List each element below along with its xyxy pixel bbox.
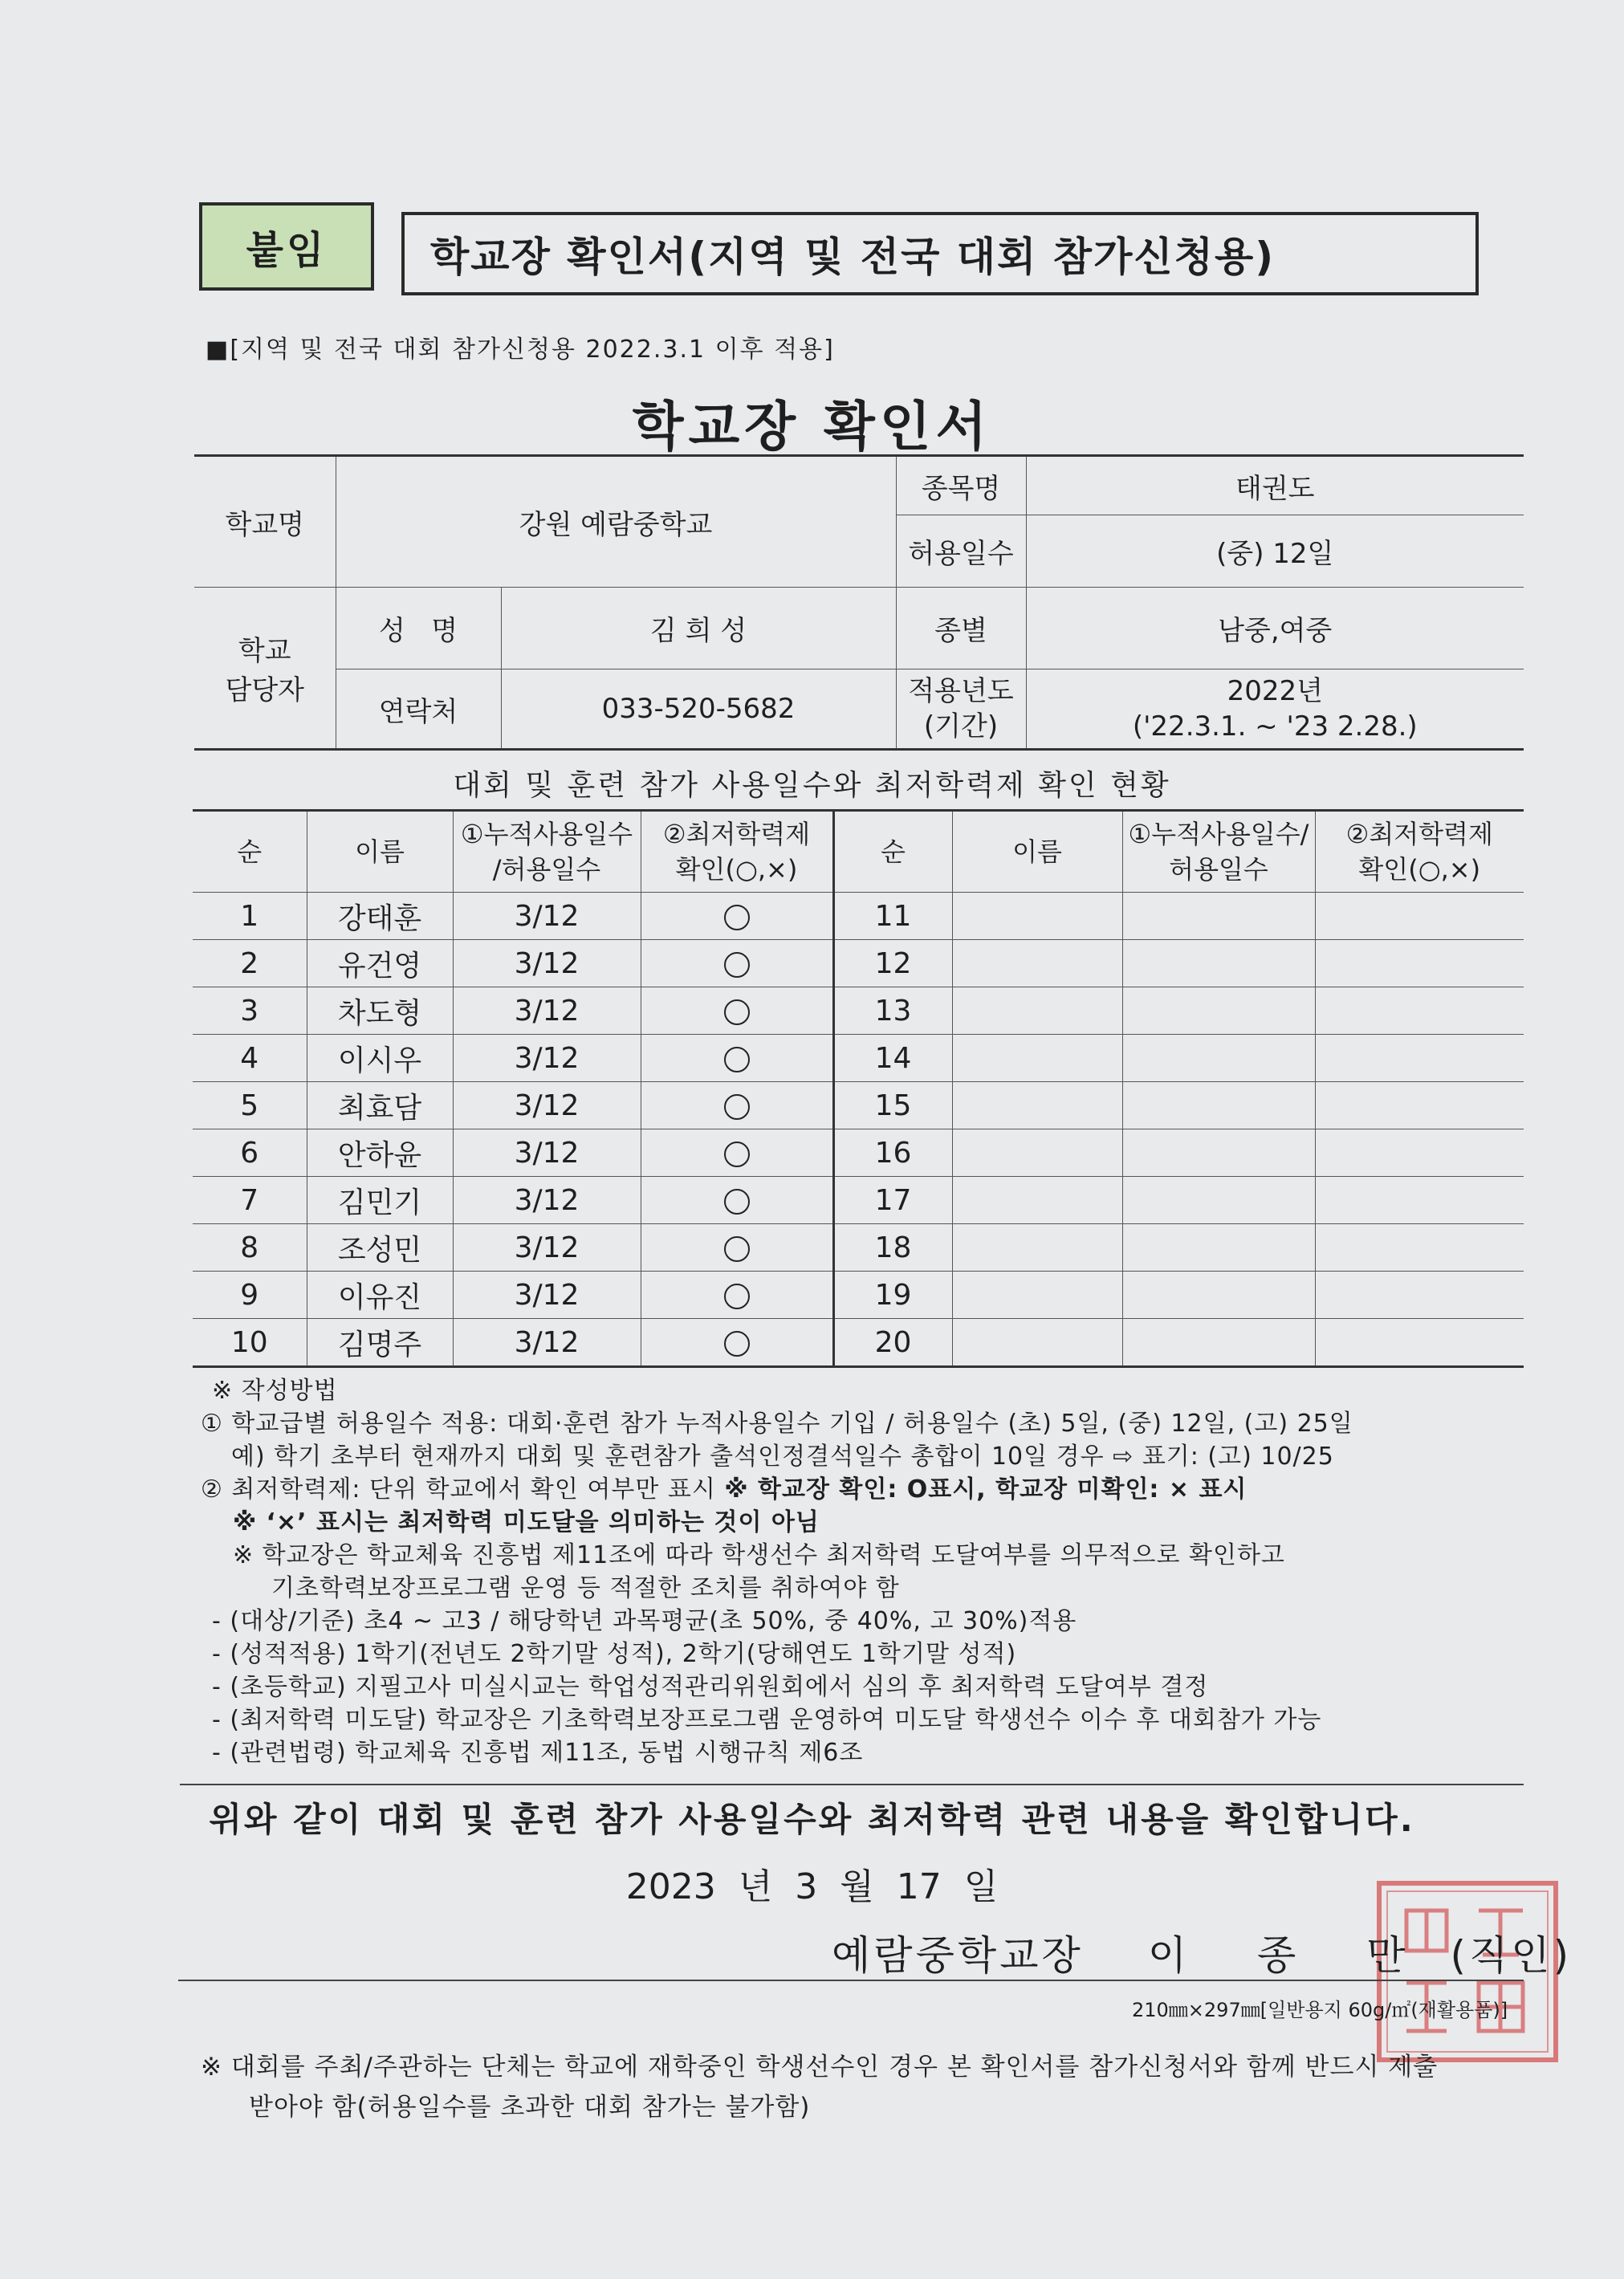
row-days-right xyxy=(1122,987,1315,1035)
check-circle-icon xyxy=(724,1047,750,1072)
row-name: 김명주 xyxy=(307,1319,453,1367)
row-days: 3/12 xyxy=(453,987,641,1035)
writing-instructions xyxy=(201,1374,1525,1769)
row-days-right xyxy=(1122,1082,1315,1129)
row-check-right xyxy=(1315,1082,1524,1129)
row-name-right xyxy=(952,1035,1122,1082)
period-label: 적용년도 (기간) xyxy=(896,669,1026,750)
row-no: 8 xyxy=(193,1224,307,1272)
participants-table xyxy=(193,809,1524,1368)
divider-bottom xyxy=(178,1980,1524,1981)
check-circle-icon xyxy=(724,1189,750,1215)
check-circle-icon xyxy=(724,1331,750,1357)
name-value: 김 희 성 xyxy=(501,588,896,669)
phone-label: 연락처 xyxy=(336,669,501,750)
period-value: 2022년 ('22.3.1. ~ '23 2.28.) xyxy=(1026,669,1524,750)
principal-title: 예람중학교장 xyxy=(832,1932,1084,1979)
table-row xyxy=(193,940,1524,987)
check-circle-icon xyxy=(724,952,750,978)
table-row xyxy=(193,1035,1524,1082)
name-label: 성 명 xyxy=(336,588,501,669)
row-no: 9 xyxy=(193,1272,307,1319)
school-label: 학교명 xyxy=(194,456,336,588)
row-name: 이유진 xyxy=(307,1272,453,1319)
row-name-right xyxy=(952,940,1122,987)
annex-label: 붙임 xyxy=(199,202,374,291)
row-days-right xyxy=(1122,1272,1315,1319)
row-days: 3/12 xyxy=(453,1129,641,1177)
row-days-right xyxy=(1122,1129,1315,1177)
table-row xyxy=(193,1129,1524,1177)
allowed-days-label: 허용일수 xyxy=(896,515,1026,588)
status-title: 대회 및 훈련 참가 사용일수와 최저학력제 확인 현황 xyxy=(453,769,1171,802)
row-days-right xyxy=(1122,1319,1315,1367)
table-row xyxy=(193,1319,1524,1367)
row-days: 3/12 xyxy=(453,1177,641,1224)
row-check-right xyxy=(1315,1129,1524,1177)
table-row xyxy=(193,987,1524,1035)
row-days-right xyxy=(1122,1035,1315,1082)
row-no: 6 xyxy=(193,1129,307,1177)
note-2: 예) 학기 초부터 현재까지 대회 및 훈련참가 출석인정결석일수 총합이 10일 경우 ⇨ 표기: (고) 10/25 xyxy=(231,1443,1334,1471)
table-row xyxy=(193,1082,1524,1129)
row-name-right xyxy=(952,1272,1122,1319)
category-label: 종별 xyxy=(896,588,1026,669)
row-no-right: 16 xyxy=(833,1129,952,1177)
note-10: - (최저학력 미도달) 학교장은 기초학력보장프로그램 운영하여 미도달 학생선수 이수 후 대회참가 가능 xyxy=(212,1706,1322,1734)
row-no-right: 19 xyxy=(833,1272,952,1319)
row-days: 3/12 xyxy=(453,1319,641,1367)
check-circle-icon xyxy=(724,905,750,930)
header-name: 이름 xyxy=(307,811,453,893)
header-no-right: 순 xyxy=(833,811,952,893)
school-value: 강원 예람중학교 xyxy=(336,456,896,588)
row-check xyxy=(641,1177,833,1224)
note-8: - (성적적용) 1학기(전년도 2학기말 성적), 2학기(당해연도 1학기말 성적) xyxy=(212,1640,1017,1668)
row-name-right xyxy=(952,1129,1122,1177)
header-min-academic-right: ②최저학력제 확인(○,×) xyxy=(1315,811,1524,893)
note-5: ※ 학교장은 학교체육 진흥법 제11조에 따라 학생선수 최저학력 도달여부를 의무적으로 확인하고 xyxy=(233,1541,1285,1569)
note-7: - (대상/기준) 초4 ~ 고3 / 해당학년 과목평균(초 50%, 중 40%, 고 30%)적용 xyxy=(212,1607,1077,1635)
row-check xyxy=(641,987,833,1035)
row-no-right: 13 xyxy=(833,987,952,1035)
category-value: 남중,여중 xyxy=(1026,588,1524,669)
row-check-right xyxy=(1315,1177,1524,1224)
row-check xyxy=(641,1082,833,1129)
table-row xyxy=(193,1272,1524,1319)
header-min-academic: ②최저학력제 확인(○,×) xyxy=(641,811,833,893)
row-no: 3 xyxy=(193,987,307,1035)
row-name: 최효담 xyxy=(307,1082,453,1129)
row-days: 3/12 xyxy=(453,1035,641,1082)
note-1: ① 학교급별 허용일수 적용: 대회·훈련 참가 누적사용일수 기입 / 허용일수 (초) 5일, (중) 12일, (고) 25일 xyxy=(201,1410,1353,1438)
note-11: - (관련법령) 학교체육 진흥법 제11조, 동법 시행규칙 제6조 xyxy=(212,1739,864,1767)
row-days-right xyxy=(1122,940,1315,987)
row-check xyxy=(641,893,833,940)
check-circle-icon xyxy=(724,1284,750,1309)
row-name-right xyxy=(952,987,1122,1035)
header-name-right: 이름 xyxy=(952,811,1122,893)
row-no: 10 xyxy=(193,1319,307,1367)
check-circle-icon xyxy=(724,1236,750,1262)
notes-heading: ※ 작성방법 xyxy=(212,1377,338,1405)
row-days-right xyxy=(1122,893,1315,940)
note-6: 기초학력보장프로그램 운영 등 적절한 조치를 취하여야 함 xyxy=(271,1574,900,1602)
row-days: 3/12 xyxy=(453,940,641,987)
row-check xyxy=(641,1129,833,1177)
row-no-right: 15 xyxy=(833,1082,952,1129)
note-3: ② 최저학력제: 단위 학교에서 확인 여부만 표시 ※ 학교장 확인: O표시, 학교장 미확인: × 표시 xyxy=(201,1475,1248,1504)
row-check xyxy=(641,940,833,987)
sport-label: 종목명 xyxy=(896,456,1026,515)
row-name-right xyxy=(952,1177,1122,1224)
row-days: 3/12 xyxy=(453,1224,641,1272)
table-row xyxy=(193,1224,1524,1272)
row-check xyxy=(641,1035,833,1082)
note-4: ※ ‘×’ 표시는 최저학력 미도달을 의미하는 것이 아님 xyxy=(233,1508,820,1536)
row-check-right xyxy=(1315,987,1524,1035)
row-no: 2 xyxy=(193,940,307,987)
header-days-right: ①누적사용일수/ 허용일수 xyxy=(1122,811,1315,893)
row-no: 7 xyxy=(193,1177,307,1224)
row-no-right: 17 xyxy=(833,1177,952,1224)
allowed-days-value: (중) 12일 xyxy=(1026,515,1524,588)
row-name: 이시우 xyxy=(307,1035,453,1082)
row-no-right: 20 xyxy=(833,1319,952,1367)
contact-group-label: 학교 담당자 xyxy=(194,588,336,750)
row-check-right xyxy=(1315,1035,1524,1082)
row-no: 1 xyxy=(193,893,307,940)
table-row xyxy=(193,893,1524,940)
row-name-right xyxy=(952,893,1122,940)
row-check-right xyxy=(1315,1319,1524,1367)
principal-name: 이 종 만 xyxy=(1147,1932,1435,1979)
divider-top xyxy=(180,1784,1524,1785)
row-no-right: 18 xyxy=(833,1224,952,1272)
document-title: 학교장 확인서 xyxy=(632,396,992,458)
row-name: 강태훈 xyxy=(307,893,453,940)
row-check xyxy=(641,1224,833,1272)
header-title: 학교장 확인서(지역 및 전국 대회 참가신청용) xyxy=(401,212,1479,295)
issue-date: 2023 년 3 월 17 일 xyxy=(625,1866,999,1907)
applicability-note: ■[지역 및 전국 대회 참가신청용 2022.3.1 이후 적용] xyxy=(206,336,835,364)
row-check xyxy=(641,1319,833,1367)
signer-line xyxy=(832,1923,1572,1981)
paper-spec: 210㎜×297㎜[일반용지 60g/㎡(재활용품)] xyxy=(1132,1999,1508,2021)
row-days: 3/12 xyxy=(453,1082,641,1129)
row-name: 차도형 xyxy=(307,987,453,1035)
row-no: 5 xyxy=(193,1082,307,1129)
row-no-right: 12 xyxy=(833,940,952,987)
footer-note: ※ 대회를 주최/주관하는 단체는 학교에 재학중인 학생선수인 경우 본 확인서를 참가신청서와 함께 반드시 제출 받아야 함(허용일수를 초과한 대회 참가는 불가함) xyxy=(201,2053,1439,2122)
row-no: 4 xyxy=(193,1035,307,1082)
check-circle-icon xyxy=(724,1142,750,1167)
check-circle-icon xyxy=(724,1094,750,1120)
row-name: 안하윤 xyxy=(307,1129,453,1177)
row-check xyxy=(641,1272,833,1319)
header-no: 순 xyxy=(193,811,307,893)
row-days-right xyxy=(1122,1177,1315,1224)
row-check-right xyxy=(1315,1224,1524,1272)
row-check-right xyxy=(1315,893,1524,940)
row-no-right: 14 xyxy=(833,1035,952,1082)
row-days-right xyxy=(1122,1224,1315,1272)
row-name-right xyxy=(952,1082,1122,1129)
row-name: 유건영 xyxy=(307,940,453,987)
info-table xyxy=(194,454,1524,751)
row-name: 조성민 xyxy=(307,1224,453,1272)
row-days: 3/12 xyxy=(453,1272,641,1319)
phone-value: 033-520-5682 xyxy=(501,669,896,750)
note-9: - (초등학교) 지필고사 미실시교는 학업성적관리위원회에서 심의 후 최저학력 도달여부 결정 xyxy=(212,1673,1209,1701)
row-no-right: 11 xyxy=(833,893,952,940)
row-check-right xyxy=(1315,1272,1524,1319)
check-circle-icon xyxy=(724,999,750,1025)
row-name-right xyxy=(952,1224,1122,1272)
table-row xyxy=(193,1177,1524,1224)
sport-value: 태권도 xyxy=(1026,456,1524,515)
seal-label: (직인) xyxy=(1450,1932,1573,1979)
header-days: ①누적사용일수 /허용일수 xyxy=(453,811,641,893)
row-name: 김민기 xyxy=(307,1177,453,1224)
confirmation-statement: 위와 같이 대회 및 훈련 참가 사용일수와 최저학력 관련 내용을 확인합니다. xyxy=(209,1800,1415,1839)
row-days: 3/12 xyxy=(453,893,641,940)
row-name-right xyxy=(952,1319,1122,1367)
row-check-right xyxy=(1315,940,1524,987)
